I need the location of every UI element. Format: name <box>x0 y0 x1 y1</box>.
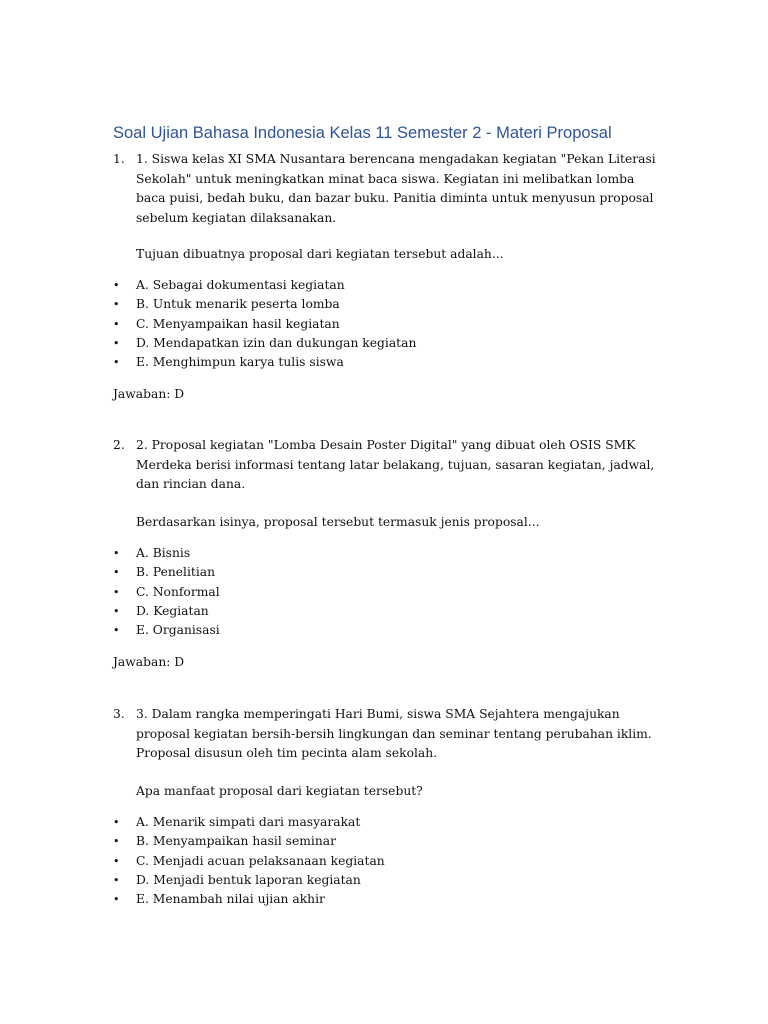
bullet-icon: • <box>113 317 120 331</box>
bullet-icon: • <box>113 624 120 638</box>
option-text: B. Untuk menarik peserta lomba <box>136 297 340 312</box>
option-text: C. Nonformal <box>136 584 220 599</box>
option-text: E. Menghimpun karya tulis siswa <box>136 355 344 370</box>
option-text: E. Organisasi <box>136 623 220 638</box>
question-text: 1. Siswa kelas XI SMA Nusantara berencana mengadakan kegiatan "Pekan Literasi Sekolah" untuk meningkatkan minat baca siswa. Kegiatan ini melibatkan lomba baca puisi, bedah buku, dan bazar buku. Panitia diminta untuk menyusun proposal sebelum kegiatan dilaksanakan. <box>136 152 656 225</box>
option-text: C. Menjadi acuan pelaksanaan kegiatan <box>136 853 385 868</box>
bullet-icon: • <box>113 585 120 599</box>
option-text: D. Menjadi bentuk laporan kegiatan <box>136 872 361 887</box>
question-prompt: Tujuan dibuatnya proposal dari kegiatan tersebut adalah... <box>136 247 504 261</box>
option-text: B. Menyampaikan hasil seminar <box>136 834 336 849</box>
bullet-icon: • <box>113 298 120 312</box>
option-text: D. Kegiatan <box>136 603 209 618</box>
question-number: 3. <box>113 707 125 721</box>
bullet-icon: • <box>113 816 120 829</box>
bullet-icon: • <box>113 547 120 560</box>
option-text: A. Menarik simpati dari masyarakat <box>136 815 361 829</box>
bullet-icon: • <box>113 279 120 292</box>
bullet-icon: • <box>113 336 120 350</box>
option-text: A. Bisnis <box>136 546 191 560</box>
question-text: 2. Proposal kegiatan "Lomba Desain Poster Digital" yang dibuat oleh OSIS SMK Merdeka berisi informasi tentang latar belakang, tujuan, sasaran kegiatan, jadwal, dan rincian dana. <box>136 438 655 491</box>
question-prompt: Apa manfaat proposal dari kegiatan tersebut? <box>136 784 423 798</box>
document-title: Soal Ujian Bahasa Indonesia Kelas 11 Semester 2 - Materi Proposal <box>113 124 612 142</box>
option-text: C. Menyampaikan hasil kegiatan <box>136 316 340 331</box>
option-text: D. Mendapatkan izin dan dukungan kegiatan <box>136 335 417 350</box>
bullet-icon: • <box>113 854 120 868</box>
bullet-icon: • <box>113 604 120 618</box>
question-text: 3. Dalam rangka memperingati Hari Bumi, siswa SMA Sejahtera mengajukan proposal kegiatan bersih-bersih lingkungan dan seminar tentang perubahan iklim. Proposal disusun oleh tim pecinta alam sekolah. <box>136 707 652 760</box>
question-number: 1. <box>113 152 125 166</box>
bullet-icon: • <box>113 893 120 907</box>
answer-key: Jawaban: D <box>113 387 185 401</box>
question-prompt: Berdasarkan isinya, proposal tersebut termasuk jenis proposal... <box>136 515 540 529</box>
question-number: 2. <box>113 438 125 452</box>
option-text: A. Sebagai dokumentasi kegiatan <box>136 278 345 292</box>
bullet-icon: • <box>113 873 120 887</box>
option-text: B. Penelitian <box>136 565 216 580</box>
bullet-icon: • <box>113 356 120 370</box>
option-text: E. Menambah nilai ujian akhir <box>136 892 325 907</box>
answer-key: Jawaban: D <box>113 655 185 669</box>
bullet-icon: • <box>113 835 120 849</box>
bullet-icon: • <box>113 566 120 580</box>
